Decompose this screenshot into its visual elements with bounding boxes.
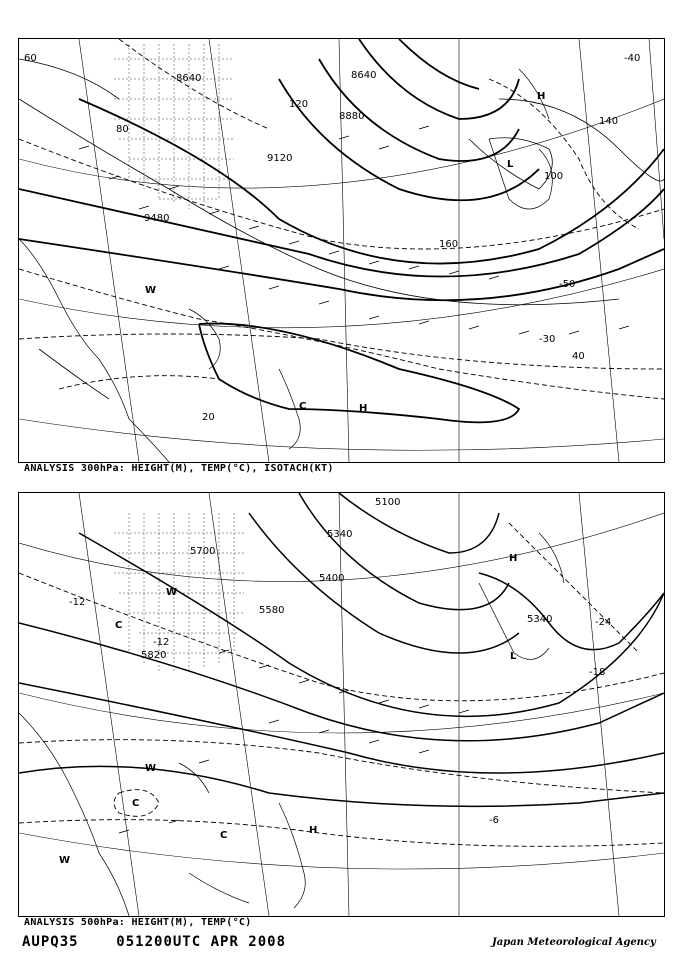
isotherm-label: -24 — [595, 617, 612, 628]
isotach-label: 40 — [572, 351, 585, 362]
height-label: 8880 — [339, 111, 365, 122]
isotherms — [19, 523, 664, 846]
center-marker: C — [220, 830, 228, 841]
isotach-label: 160 — [439, 239, 459, 250]
center-marker: W — [59, 855, 71, 866]
height-contours — [19, 493, 664, 806]
caption-500hpa: ANALYSIS 500hPa: HEIGHT(M), TEMP(°C) — [24, 917, 252, 928]
isotach-label: 20 — [202, 412, 215, 423]
center-marker: L — [507, 159, 514, 170]
height-label: 8640 — [176, 73, 202, 84]
isotherm-label: -18 — [589, 667, 606, 678]
center-marker: H — [509, 553, 518, 564]
isotherm-label: -12 — [69, 597, 86, 608]
coastline — [19, 69, 552, 462]
graticule — [19, 493, 664, 916]
height-label: 9120 — [267, 153, 293, 164]
isotherm-label: -50 — [559, 279, 576, 290]
map-500hpa — [18, 492, 665, 917]
center-marker: W — [145, 285, 157, 296]
agency-credit: Japan Meteorological Agency — [492, 937, 656, 948]
center-marker: L — [510, 651, 517, 662]
map-300hpa — [18, 38, 665, 463]
isotherms — [19, 39, 664, 399]
isotach-label: 80 — [116, 124, 129, 135]
hatched-region — [114, 44, 234, 209]
height-label: 5340 — [327, 529, 353, 540]
isotherm-label: -12 — [153, 637, 170, 648]
center-marker: H — [309, 825, 318, 836]
isotach-label: 140 — [599, 116, 619, 127]
isotherm-label: -40 — [624, 53, 641, 64]
height-label: 5100 — [375, 497, 401, 508]
height-label: 5820 — [141, 650, 167, 661]
isotach-label: 60 — [24, 53, 37, 64]
center-marker: C — [115, 620, 123, 631]
graticule — [19, 39, 664, 462]
isotach-label: 120 — [289, 99, 309, 110]
isotherm-label: -6 — [489, 815, 499, 826]
chart-timestamp: 051200UTC APR 2008 — [116, 934, 287, 950]
center-marker: H — [537, 91, 546, 102]
chart-id-timestamp — [22, 934, 286, 950]
height-label: 5700 — [190, 546, 216, 557]
center-marker: C — [132, 798, 140, 809]
isotach-label: 100 — [544, 171, 564, 182]
center-marker: C — [299, 401, 307, 412]
wind-barbs — [79, 126, 629, 334]
height-label: 8640 — [351, 70, 377, 81]
center-marker: W — [166, 587, 178, 598]
caption-300hpa: ANALYSIS 300hPa: HEIGHT(M), TEMP(°C), ISOTACH(KT) — [24, 463, 334, 474]
center-marker: W — [145, 763, 157, 774]
height-label: 9480 — [144, 213, 170, 224]
height-label: 5340 — [527, 614, 553, 625]
hatched-region — [114, 513, 244, 673]
height-label: 5580 — [259, 605, 285, 616]
height-label: 5400 — [319, 573, 345, 584]
coastline — [19, 533, 564, 916]
chart-id: AUPQ35 — [22, 934, 79, 950]
center-marker: H — [359, 403, 368, 414]
isotherm-label: -30 — [539, 334, 556, 345]
